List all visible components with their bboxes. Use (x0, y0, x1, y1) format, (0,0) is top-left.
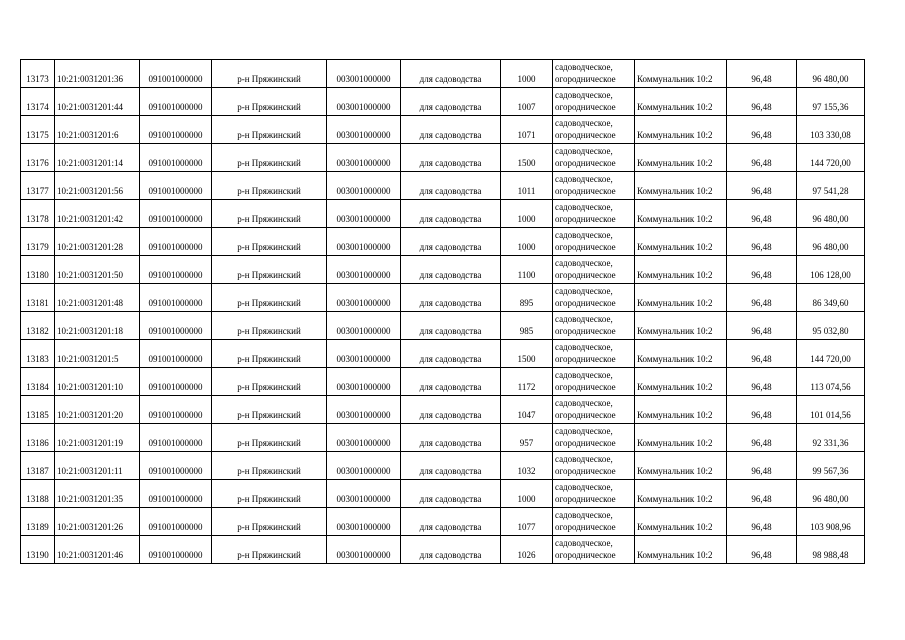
area-value-cell: 1047 (501, 396, 553, 424)
permitted-use-cell: для садоводства (401, 116, 501, 144)
district-name-cell: р-н Пряжинский (212, 480, 327, 508)
oktmo-code-cell: 003001000000 (327, 452, 401, 480)
land-category-line-1: садоводческое, (555, 286, 613, 296)
permitted-use-cell: для садоводства (401, 284, 501, 312)
community-name-cell: Коммунальник 10:2 (635, 88, 727, 116)
oktmo-code-cell: 003001000000 (327, 368, 401, 396)
okato-code-cell: 091001000000 (140, 368, 212, 396)
community-name-cell: Коммунальник 10:2 (635, 60, 727, 88)
area-value-cell: 1007 (501, 88, 553, 116)
area-value-cell: 985 (501, 312, 553, 340)
area-value-cell: 957 (501, 424, 553, 452)
cadastral-value-cell: 96 480,00 (797, 480, 865, 508)
community-name-cell: Коммунальник 10:2 (635, 368, 727, 396)
land-category-cell (553, 60, 635, 88)
cadastral-number-cell: 10:21:0031201:18 (55, 312, 140, 340)
specific-cadastral-rate-cell: 96,48 (727, 452, 797, 480)
cadastral-number-cell: 10:21:0031201:56 (55, 172, 140, 200)
land-category-line-1: садоводческое, (555, 202, 613, 212)
row-number-cell: 13176 (21, 144, 55, 172)
area-value-cell: 1100 (501, 256, 553, 284)
land-category-line-1: садоводческое, (555, 314, 613, 324)
table-row (21, 536, 865, 564)
row-number-cell: 13182 (21, 312, 55, 340)
row-number-cell: 13183 (21, 340, 55, 368)
oktmo-code-cell: 003001000000 (327, 508, 401, 536)
land-category-line-1: садоводческое, (555, 398, 613, 408)
permitted-use-cell: для садоводства (401, 396, 501, 424)
cadastral-number-cell: 10:21:0031201:28 (55, 228, 140, 256)
oktmo-code-cell: 003001000000 (327, 144, 401, 172)
permitted-use-cell: для садоводства (401, 200, 501, 228)
land-category-line-2: огородническое (555, 270, 616, 280)
district-name-cell: р-н Пряжинский (212, 256, 327, 284)
oktmo-code-cell: 003001000000 (327, 424, 401, 452)
row-number-cell: 13174 (21, 88, 55, 116)
land-category-line-2: огородническое (555, 550, 616, 560)
area-value-cell: 1071 (501, 116, 553, 144)
okato-code-cell: 091001000000 (140, 200, 212, 228)
okato-code-cell: 091001000000 (140, 480, 212, 508)
land-category-line-2: огородническое (555, 214, 616, 224)
cadastral-number-cell: 10:21:0031201:19 (55, 424, 140, 452)
district-name-cell: р-н Пряжинский (212, 452, 327, 480)
cadastral-number-cell: 10:21:0031201:35 (55, 480, 140, 508)
specific-cadastral-rate-cell: 96,48 (727, 172, 797, 200)
permitted-use-cell: для садоводства (401, 88, 501, 116)
cadastral-value-cell: 98 988,48 (797, 536, 865, 564)
table-row (21, 312, 865, 340)
okato-code-cell: 091001000000 (140, 508, 212, 536)
land-category-cell (553, 116, 635, 144)
okato-code-cell: 091001000000 (140, 228, 212, 256)
land-category-line-2: огородническое (555, 102, 616, 112)
specific-cadastral-rate-cell: 96,48 (727, 284, 797, 312)
area-value-cell: 1000 (501, 480, 553, 508)
cadastral-number-cell: 10:21:0031201:36 (55, 60, 140, 88)
row-number-cell: 13173 (21, 60, 55, 88)
specific-cadastral-rate-cell: 96,48 (727, 144, 797, 172)
land-category-cell (553, 452, 635, 480)
district-name-cell: р-н Пряжинский (212, 88, 327, 116)
district-name-cell: р-н Пряжинский (212, 200, 327, 228)
land-category-line-1: садоводческое, (555, 510, 613, 520)
table-body (21, 60, 865, 564)
cadastral-value-cell: 99 567,36 (797, 452, 865, 480)
permitted-use-cell: для садоводства (401, 480, 501, 508)
land-category-line-1: садоводческое, (555, 454, 613, 464)
cadastral-number-cell: 10:21:0031201:10 (55, 368, 140, 396)
table-row (21, 144, 865, 172)
land-category-line-2: огородническое (555, 242, 616, 252)
permitted-use-cell: для садоводства (401, 368, 501, 396)
okato-code-cell: 091001000000 (140, 116, 212, 144)
cadastral-number-cell: 10:21:0031201:48 (55, 284, 140, 312)
area-value-cell: 1500 (501, 340, 553, 368)
community-name-cell: Коммунальник 10:2 (635, 228, 727, 256)
cadastral-value-cell: 96 480,00 (797, 200, 865, 228)
table-row (21, 340, 865, 368)
oktmo-code-cell: 003001000000 (327, 396, 401, 424)
table-row (21, 452, 865, 480)
land-category-line-2: огородническое (555, 466, 616, 476)
land-category-line-1: садоводческое, (555, 146, 613, 156)
row-number-cell: 13187 (21, 452, 55, 480)
okato-code-cell: 091001000000 (140, 144, 212, 172)
district-name-cell: р-н Пряжинский (212, 172, 327, 200)
row-number-cell: 13188 (21, 480, 55, 508)
cadastral-number-cell: 10:21:0031201:14 (55, 144, 140, 172)
row-number-cell: 13186 (21, 424, 55, 452)
land-category-line-1: садоводческое, (555, 370, 613, 380)
cadastral-number-cell: 10:21:0031201:6 (55, 116, 140, 144)
land-category-line-2: огородническое (555, 326, 616, 336)
oktmo-code-cell: 003001000000 (327, 256, 401, 284)
specific-cadastral-rate-cell: 96,48 (727, 368, 797, 396)
oktmo-code-cell: 003001000000 (327, 340, 401, 368)
district-name-cell: р-н Пряжинский (212, 396, 327, 424)
oktmo-code-cell: 003001000000 (327, 480, 401, 508)
land-category-cell (553, 88, 635, 116)
land-category-cell (553, 228, 635, 256)
specific-cadastral-rate-cell: 96,48 (727, 60, 797, 88)
row-number-cell: 13175 (21, 116, 55, 144)
cadastral-value-cell: 103 908,96 (797, 508, 865, 536)
district-name-cell: р-н Пряжинский (212, 340, 327, 368)
land-category-line-1: садоводческое, (555, 62, 613, 72)
land-category-cell (553, 424, 635, 452)
cadastral-value-cell: 95 032,80 (797, 312, 865, 340)
cadastral-value-cell: 144 720,00 (797, 144, 865, 172)
cadastral-value-cell: 97 155,36 (797, 88, 865, 116)
area-value-cell: 1032 (501, 452, 553, 480)
cadastral-number-cell: 10:21:0031201:11 (55, 452, 140, 480)
permitted-use-cell: для садоводства (401, 508, 501, 536)
land-category-line-1: садоводческое, (555, 230, 613, 240)
specific-cadastral-rate-cell: 96,48 (727, 228, 797, 256)
land-category-line-1: садоводческое, (555, 118, 613, 128)
land-category-cell (553, 508, 635, 536)
row-number-cell: 13180 (21, 256, 55, 284)
community-name-cell: Коммунальник 10:2 (635, 508, 727, 536)
table-row (21, 480, 865, 508)
oktmo-code-cell: 003001000000 (327, 88, 401, 116)
community-name-cell: Коммунальник 10:2 (635, 312, 727, 340)
oktmo-code-cell: 003001000000 (327, 284, 401, 312)
community-name-cell: Коммунальник 10:2 (635, 200, 727, 228)
row-number-cell: 13189 (21, 508, 55, 536)
row-number-cell: 13181 (21, 284, 55, 312)
specific-cadastral-rate-cell: 96,48 (727, 88, 797, 116)
oktmo-code-cell: 003001000000 (327, 172, 401, 200)
table-row (21, 200, 865, 228)
permitted-use-cell: для садоводства (401, 144, 501, 172)
area-value-cell: 1077 (501, 508, 553, 536)
oktmo-code-cell: 003001000000 (327, 536, 401, 564)
area-value-cell: 1011 (501, 172, 553, 200)
land-category-cell (553, 396, 635, 424)
area-value-cell: 1000 (501, 200, 553, 228)
specific-cadastral-rate-cell: 96,48 (727, 256, 797, 284)
specific-cadastral-rate-cell: 96,48 (727, 312, 797, 340)
land-category-line-1: садоводческое, (555, 538, 613, 548)
row-number-cell: 13178 (21, 200, 55, 228)
table-row (21, 228, 865, 256)
cadastral-value-cell: 96 480,00 (797, 60, 865, 88)
permitted-use-cell: для садоводства (401, 312, 501, 340)
specific-cadastral-rate-cell: 96,48 (727, 480, 797, 508)
community-name-cell: Коммунальник 10:2 (635, 480, 727, 508)
land-category-line-2: огородническое (555, 74, 616, 84)
land-category-cell (553, 172, 635, 200)
table-row (21, 284, 865, 312)
cadastral-number-cell: 10:21:0031201:44 (55, 88, 140, 116)
permitted-use-cell: для садоводства (401, 536, 501, 564)
specific-cadastral-rate-cell: 96,48 (727, 396, 797, 424)
cadastral-value-cell: 97 541,28 (797, 172, 865, 200)
land-category-line-2: огородническое (555, 410, 616, 420)
okato-code-cell: 091001000000 (140, 312, 212, 340)
row-number-cell: 13184 (21, 368, 55, 396)
table-row (21, 60, 865, 88)
okato-code-cell: 091001000000 (140, 256, 212, 284)
okato-code-cell: 091001000000 (140, 284, 212, 312)
specific-cadastral-rate-cell: 96,48 (727, 508, 797, 536)
land-category-line-1: садоводческое, (555, 342, 613, 352)
cadastral-value-cell: 96 480,00 (797, 228, 865, 256)
land-category-line-2: огородническое (555, 382, 616, 392)
table-row (21, 368, 865, 396)
district-name-cell: р-н Пряжинский (212, 144, 327, 172)
land-category-line-2: огородническое (555, 494, 616, 504)
oktmo-code-cell: 003001000000 (327, 312, 401, 340)
district-name-cell: р-н Пряжинский (212, 60, 327, 88)
okato-code-cell: 091001000000 (140, 60, 212, 88)
oktmo-code-cell: 003001000000 (327, 200, 401, 228)
table-row (21, 396, 865, 424)
table-row (21, 256, 865, 284)
cadastral-value-cell: 92 331,36 (797, 424, 865, 452)
land-category-line-1: садоводческое, (555, 90, 613, 100)
okato-code-cell: 091001000000 (140, 88, 212, 116)
district-name-cell: р-н Пряжинский (212, 508, 327, 536)
community-name-cell: Коммунальник 10:2 (635, 144, 727, 172)
okato-code-cell: 091001000000 (140, 536, 212, 564)
permitted-use-cell: для садоводства (401, 172, 501, 200)
okato-code-cell: 091001000000 (140, 172, 212, 200)
area-value-cell: 1026 (501, 536, 553, 564)
community-name-cell: Коммунальник 10:2 (635, 452, 727, 480)
land-category-cell (553, 480, 635, 508)
table-row (21, 88, 865, 116)
district-name-cell: р-н Пряжинский (212, 284, 327, 312)
district-name-cell: р-н Пряжинский (212, 116, 327, 144)
permitted-use-cell: для садоводства (401, 424, 501, 452)
okato-code-cell: 091001000000 (140, 424, 212, 452)
district-name-cell: р-н Пряжинский (212, 312, 327, 340)
cadastral-number-cell: 10:21:0031201:20 (55, 396, 140, 424)
specific-cadastral-rate-cell: 96,48 (727, 116, 797, 144)
cadastral-number-cell: 10:21:0031201:26 (55, 508, 140, 536)
district-name-cell: р-н Пряжинский (212, 228, 327, 256)
row-number-cell: 13185 (21, 396, 55, 424)
specific-cadastral-rate-cell: 96,48 (727, 340, 797, 368)
table-row (21, 508, 865, 536)
table-row (21, 424, 865, 452)
land-category-line-2: огородническое (555, 158, 616, 168)
cadastral-value-cell: 113 074,56 (797, 368, 865, 396)
cadastral-value-cell: 144 720,00 (797, 340, 865, 368)
area-value-cell: 1000 (501, 60, 553, 88)
oktmo-code-cell: 003001000000 (327, 116, 401, 144)
row-number-cell: 13190 (21, 536, 55, 564)
okato-code-cell: 091001000000 (140, 396, 212, 424)
permitted-use-cell: для садоводства (401, 256, 501, 284)
cadastral-value-cell: 101 014,56 (797, 396, 865, 424)
cadastral-number-cell: 10:21:0031201:50 (55, 256, 140, 284)
specific-cadastral-rate-cell: 96,48 (727, 200, 797, 228)
row-number-cell: 13177 (21, 172, 55, 200)
permitted-use-cell: для садоводства (401, 340, 501, 368)
specific-cadastral-rate-cell: 96,48 (727, 536, 797, 564)
land-category-cell (553, 144, 635, 172)
land-category-line-2: огородническое (555, 186, 616, 196)
community-name-cell: Коммунальник 10:2 (635, 424, 727, 452)
land-category-line-2: огородническое (555, 298, 616, 308)
table-row (21, 172, 865, 200)
cadastral-value-cell: 106 128,00 (797, 256, 865, 284)
row-number-cell: 13179 (21, 228, 55, 256)
land-category-line-2: огородническое (555, 522, 616, 532)
oktmo-code-cell: 003001000000 (327, 228, 401, 256)
land-registry-table (20, 59, 865, 564)
okato-code-cell: 091001000000 (140, 452, 212, 480)
land-category-cell (553, 256, 635, 284)
district-name-cell: р-н Пряжинский (212, 368, 327, 396)
permitted-use-cell: для садоводства (401, 228, 501, 256)
land-category-line-2: огородническое (555, 354, 616, 364)
community-name-cell: Коммунальник 10:2 (635, 256, 727, 284)
cadastral-value-cell: 103 330,08 (797, 116, 865, 144)
district-name-cell: р-н Пряжинский (212, 536, 327, 564)
land-category-line-1: садоводческое, (555, 426, 613, 436)
land-category-line-1: садоводческое, (555, 482, 613, 492)
area-value-cell: 1172 (501, 368, 553, 396)
permitted-use-cell: для садоводства (401, 60, 501, 88)
community-name-cell: Коммунальник 10:2 (635, 396, 727, 424)
cadastral-number-cell: 10:21:0031201:46 (55, 536, 140, 564)
cadastral-number-cell: 10:21:0031201:5 (55, 340, 140, 368)
land-category-cell (553, 340, 635, 368)
land-category-line-2: огородническое (555, 130, 616, 140)
cadastral-number-cell: 10:21:0031201:42 (55, 200, 140, 228)
community-name-cell: Коммунальник 10:2 (635, 536, 727, 564)
land-category-cell (553, 368, 635, 396)
land-category-line-1: садоводческое, (555, 174, 613, 184)
cadastral-value-cell: 86 349,60 (797, 284, 865, 312)
area-value-cell: 1500 (501, 144, 553, 172)
area-value-cell: 895 (501, 284, 553, 312)
specific-cadastral-rate-cell: 96,48 (727, 424, 797, 452)
land-category-line-1: садоводческое, (555, 258, 613, 268)
table-row (21, 116, 865, 144)
land-category-cell (553, 284, 635, 312)
land-category-cell (553, 536, 635, 564)
okato-code-cell: 091001000000 (140, 340, 212, 368)
community-name-cell: Коммунальник 10:2 (635, 284, 727, 312)
community-name-cell: Коммунальник 10:2 (635, 340, 727, 368)
land-category-cell (553, 312, 635, 340)
community-name-cell: Коммунальник 10:2 (635, 116, 727, 144)
permitted-use-cell: для садоводства (401, 452, 501, 480)
community-name-cell: Коммунальник 10:2 (635, 172, 727, 200)
land-category-cell (553, 200, 635, 228)
area-value-cell: 1000 (501, 228, 553, 256)
oktmo-code-cell: 003001000000 (327, 60, 401, 88)
district-name-cell: р-н Пряжинский (212, 424, 327, 452)
land-category-line-2: огородническое (555, 438, 616, 448)
